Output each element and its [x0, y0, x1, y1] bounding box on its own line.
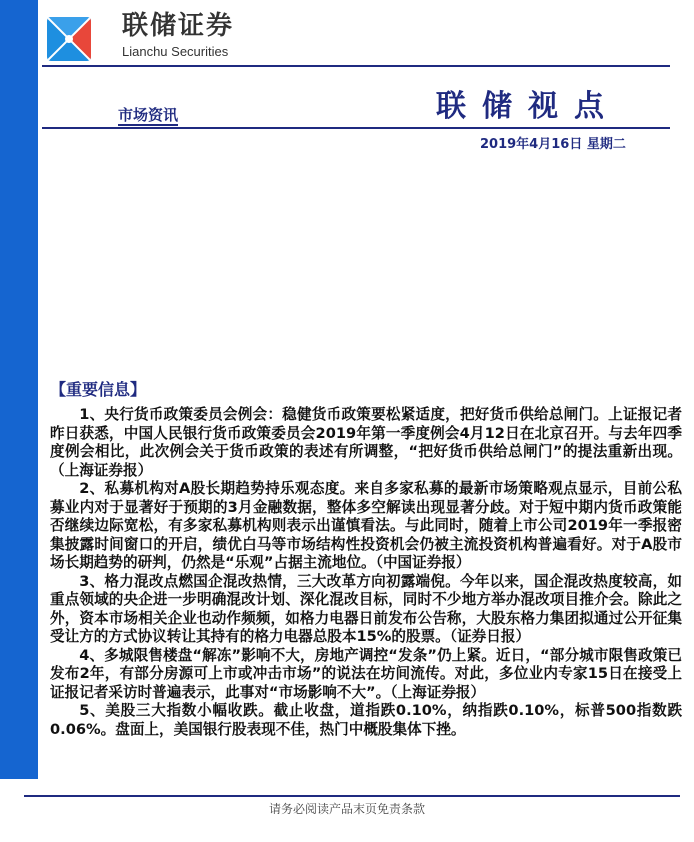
- footer-divider: [24, 795, 680, 797]
- header-divider: [42, 65, 670, 67]
- footer-disclaimer: 请务必阅读产品末页免责条款: [268, 802, 425, 816]
- brand-name-cn: 联储证券: [122, 11, 235, 41]
- news-item: 5、美股三大指数小幅收跌。截止收盘，道指跌0.10%，纳指跌0.10%，标普500指数跌0.06%。盘面上，美国银行股表现不佳，热门中概股集体下挫。: [50, 702, 682, 738]
- news-item: 1、央行货币政策委员会例会：稳健货币政策要松紧适度，把好货币供给总闸门。上证报记者昨日获悉，中国人民银行货币政策委员会2019年第一季度例会4月12日在北京召开。与去年四季度例会相比，此次例会关于货币政策的表述有所调整，“把好货币供给总闸门”的提法重新出现。（上海证券报）: [50, 406, 682, 479]
- news-item: 2、私募机构对A股长期趋势持乐观态度。来自多家私募的最新市场策略观点显示，目前公私募业内对于显著好于预期的3月金融数据，整体多空解读出现显著分歧。对于短中期内货币政策能否继续边际宽松，有多家私募机构则表示出谨慎看法。与此同时，随着上市公司2019年一季报密集披露时间窗口的开启，绩优白马等市场结构性投资机会仍被主流投资机构普遍看好。对于A股市场长期趋势的研判，仍然是“乐观”占据主流地位。（中国证券报）: [50, 480, 682, 571]
- brand-name-en: Lianchu Securities: [122, 44, 229, 59]
- report-date: 2019年4月16日 星期二: [480, 137, 626, 152]
- page-title: 联储视点: [436, 89, 620, 124]
- news-item: 4、多城限售楼盘“解冻”影响不大，房地产调控“发条”仍上紧。近日，“部分城市限售政策已发布2年，有部分房源可上市或冲击市场”的说法在坊间流传。对此，多位业内专家15日在接受上证报记者采访时普遍表示，此事对“市场影响不大”。（上海证券报）: [50, 646, 682, 701]
- lianchu-logo-icon: [47, 17, 91, 61]
- important-info-heading: 【重要信息】: [50, 380, 147, 399]
- news-body: [50, 406, 682, 739]
- title-divider: [42, 127, 670, 129]
- section-label: 市场资讯: [118, 106, 179, 124]
- left-accent-bar: [0, 0, 38, 779]
- news-item: 3、格力混改点燃国企混改热情，三大改革方向初露端倪。今年以来，国企混改热度较高，如重点领域的央企进一步明确混改计划、深化混改目标，同时不少地方举办混改项目推介会。除此之外，资本市场相关企业也动作频频，如格力电器日前发布公告称，大股东格力集团拟通过公开征集受让方的方式协议转让其持有的格力电器总股本15%的股票。（证券日报）: [50, 572, 682, 645]
